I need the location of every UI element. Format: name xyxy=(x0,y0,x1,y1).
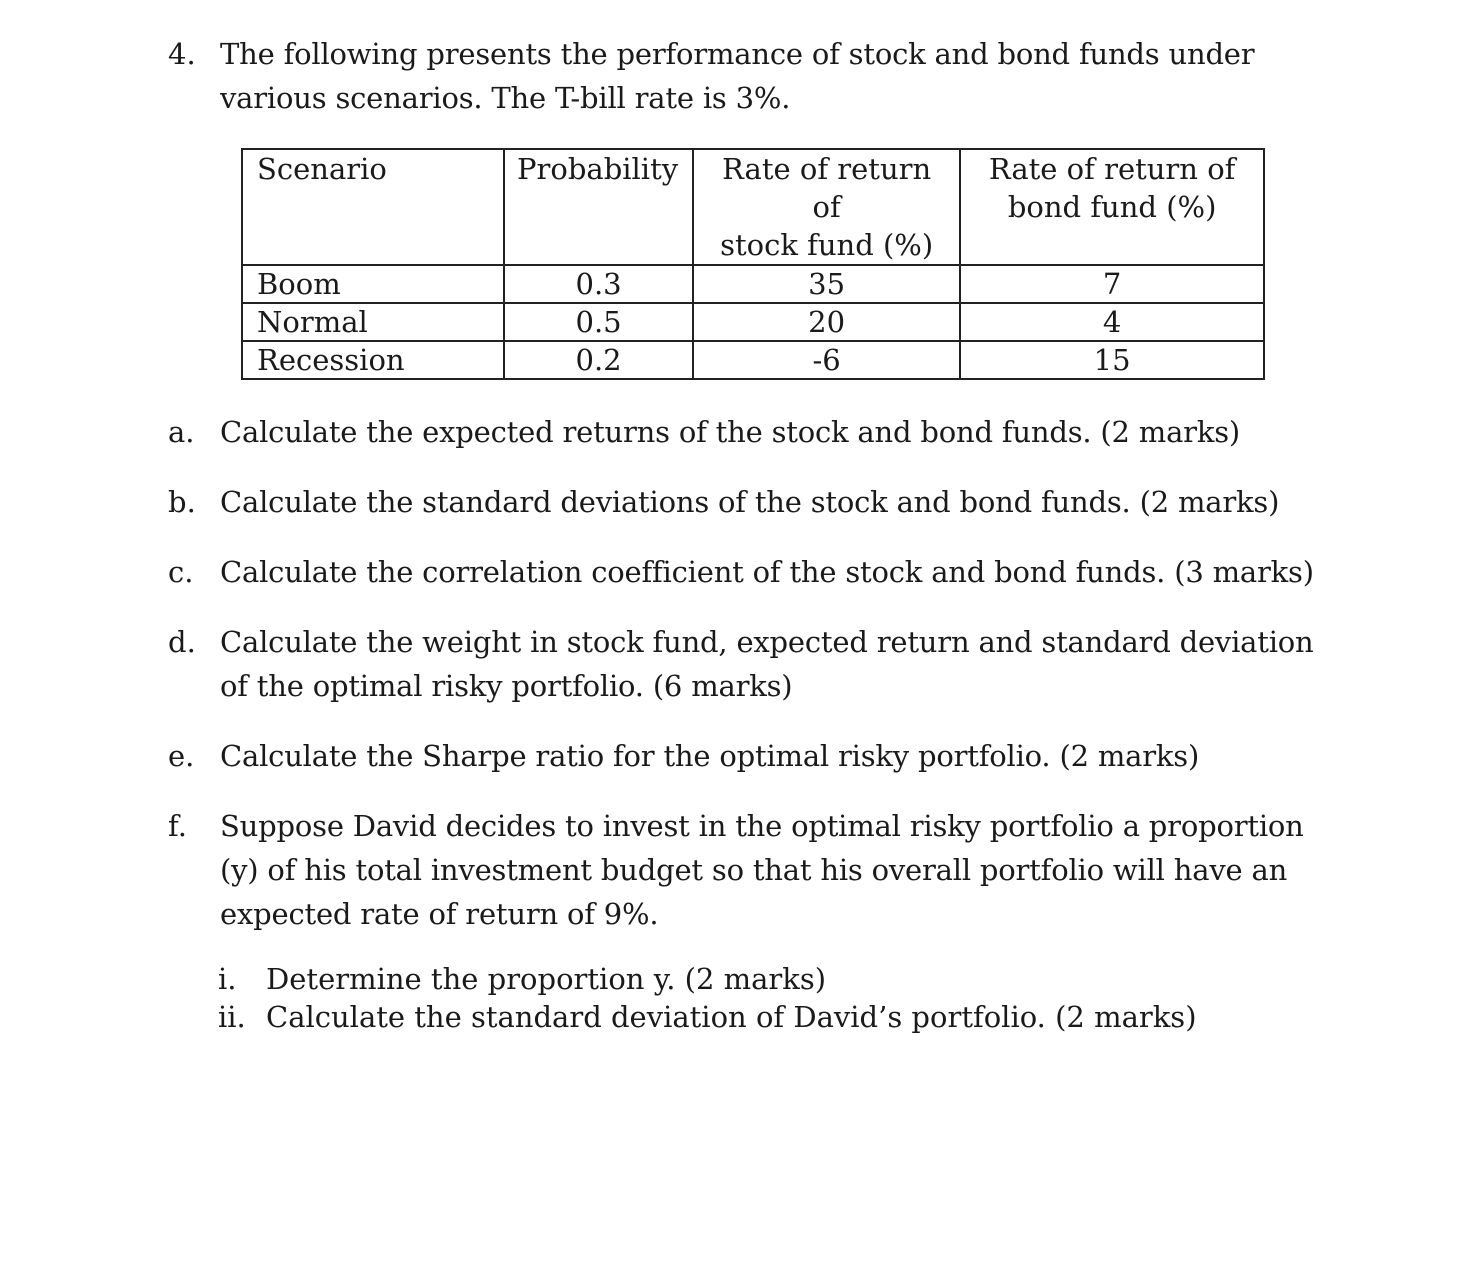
subpart-i xyxy=(218,960,1218,998)
part-text: Calculate the correlation coefficient of the stock and bond funds. (3 marks) xyxy=(220,555,1314,589)
table-row xyxy=(242,265,1264,303)
cell-stock-return: 20 xyxy=(693,303,960,341)
cell-probability: 0.2 xyxy=(504,341,693,379)
header-stock-line2: stock fund (%) xyxy=(720,228,934,262)
subpart-label: ii. xyxy=(218,1000,246,1034)
part-text: Calculate the Sharpe ratio for the optimal risky portfolio. (2 marks) xyxy=(220,739,1200,773)
header-bond-line2: bond fund (%) xyxy=(1007,190,1217,224)
cell-probability: 0.5 xyxy=(504,303,693,341)
part-a xyxy=(168,410,1338,454)
part-c xyxy=(168,550,1338,594)
part-f xyxy=(168,804,1338,936)
part-d xyxy=(168,620,1338,708)
question-parts xyxy=(168,410,1338,962)
subpart-ii xyxy=(218,998,1218,1036)
part-label: b. xyxy=(168,485,196,519)
part-text: Calculate the weight in stock fund, expected return and standard deviation of the optimal risky portfolio. (6 marks) xyxy=(220,625,1314,703)
header-bond-return xyxy=(960,149,1264,265)
scenario-table xyxy=(241,148,1265,380)
header-stock-return xyxy=(693,149,960,265)
cell-scenario: Normal xyxy=(242,303,504,341)
part-f-subparts xyxy=(218,960,1218,1036)
part-text: Calculate the expected returns of the stock and bond funds. (2 marks) xyxy=(220,415,1241,449)
part-label: c. xyxy=(168,555,194,589)
cell-scenario: Boom xyxy=(242,265,504,303)
cell-bond-return: 7 xyxy=(960,265,1264,303)
cell-bond-return: 15 xyxy=(960,341,1264,379)
part-b xyxy=(168,480,1338,524)
subpart-text: Calculate the standard deviation of David’s portfolio. (2 marks) xyxy=(266,1000,1197,1034)
header-bond-line1: Rate of return of xyxy=(988,152,1236,186)
part-e xyxy=(168,734,1338,778)
subpart-text: Determine the proportion y. (2 marks) xyxy=(266,962,827,996)
cell-bond-return: 4 xyxy=(960,303,1264,341)
cell-stock-return: -6 xyxy=(693,341,960,379)
subpart-label: i. xyxy=(218,962,237,996)
part-label: a. xyxy=(168,415,195,449)
table-row xyxy=(242,341,1264,379)
part-label: e. xyxy=(168,739,195,773)
part-label: f. xyxy=(168,809,187,843)
part-text: Calculate the standard deviations of the stock and bond funds. (2 marks) xyxy=(220,485,1280,519)
header-probability: Probability xyxy=(504,149,693,265)
table-header-row xyxy=(242,149,1264,265)
cell-probability: 0.3 xyxy=(504,265,693,303)
question-stem: The following presents the performance of stock and bond funds under various scenarios. The T-bill rate is 3%. xyxy=(220,37,1255,115)
question-4 xyxy=(168,32,1338,120)
header-scenario: Scenario xyxy=(242,149,504,265)
header-stock-line1: Rate of return of xyxy=(722,152,932,224)
part-label: d. xyxy=(168,625,196,659)
cell-scenario: Recession xyxy=(242,341,504,379)
question-number: 4. xyxy=(168,37,196,71)
table-row xyxy=(242,303,1264,341)
part-text: Suppose David decides to invest in the optimal risky portfolio a proportion (y) of his total investment budget so that his overall portfolio will have an expected rate of return of 9%. xyxy=(220,809,1304,931)
cell-stock-return: 35 xyxy=(693,265,960,303)
